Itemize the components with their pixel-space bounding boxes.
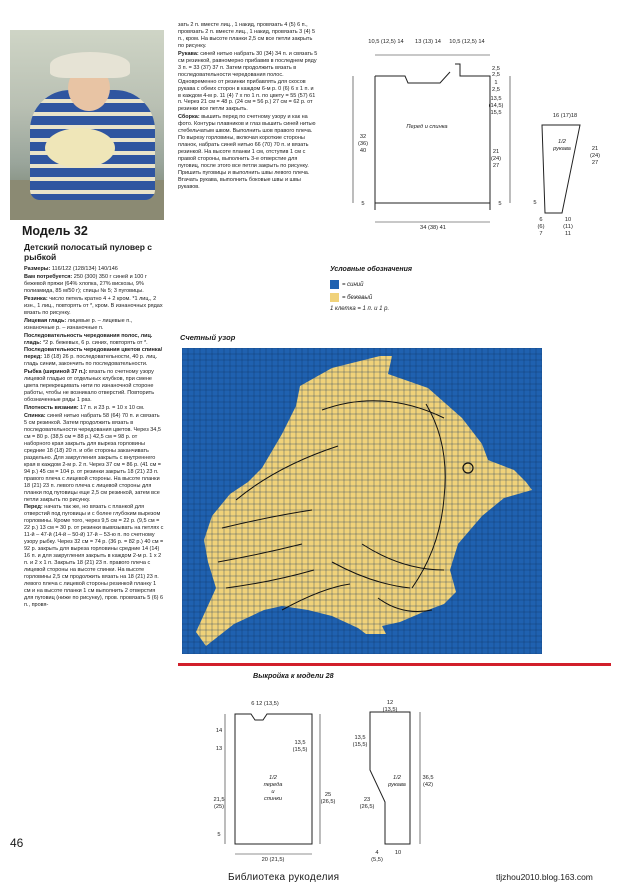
col1-para-9: Перед: начать так же, но вязать с планкой для отверстий под пуговицы и с более глубоким вырезом горловины. Кроме того, через 9,5 см = 22 р. (9,5 см = 22 р.) 13 см = 30 р. от резинки вывязывать на петлях с 11-й – 47-й (14-й – 50-й) 17-й – 53-ю п. по счетному узору рыбку. Через 32 см = 74 р. (36 р. = 82 р.) 40 см = 92 р. закрыть для выреза горловины средние 14 (14) 16 п. и для закругления закрыть в каждом 2-м р. 1 х 2 п. и 2 х 1 п. Закрыть 18 (21) 23 п. правого плеча с лицевой стороны на высоте спинки. На высоте горловины 2,5 см продолжить вязать на 18 (21) 23 п. левого плеча с лицевой стороны резинкой планку 1 см и на высоте планки 1 см выполнить 2 отверстия для пуговиц (ниже по рисунку), пров. провязать 5 (6) 6 п., провя- (24, 504, 164, 608)
sleeve-side-a: 21 (591, 146, 599, 152)
sleeve-side-3b: (42) (422, 782, 434, 788)
col1-para-0: Размеры: 116/122 (128/134) 140/146 (24, 266, 118, 272)
photo-fish-motif (45, 128, 115, 168)
right-label-d: 2,5 (492, 87, 500, 93)
sleeve-bottom-c: 7 (539, 231, 543, 237)
right-bottom: 5 (498, 201, 502, 207)
front-label-2: переда (263, 782, 283, 788)
right-side-a: 21 (492, 149, 500, 155)
col1-para-7: Плотность вязания: 17 п. и 23 р. = 10 х 10 см. (24, 405, 145, 412)
left-side-a: 32 (359, 134, 367, 140)
right-label-b: 2,5 (492, 72, 500, 78)
left-bottom: 5 (361, 201, 365, 207)
legend-swatch-blue (330, 280, 339, 289)
col2-para-2: Сборка: вышить перед по счетному узору и как на фото. Контуры плавников и глаз вышить синей нитью стебельчатым швом. Выполнить шов правого плеча. По вырезу горловины, включая короткие стороны планок, набрать синей нитью 66 (70) 70 п. и вязать резинкой. На высоте планки 1 см, отступив 1 см с правой стороны, выполнить 3-е отверстие для пуговиц, после этого все петли закрыть по рисунку. Пришить пуговицы и выполнить швы левого плеча. Втачать рукава, выполнить боковые швы и швы рукавов. (178, 114, 316, 190)
sleeve-outline-2 (370, 712, 410, 844)
front-side-5: 25 (324, 792, 332, 798)
schematic-top (330, 28, 615, 268)
front-bottom: 20 (21,5) (261, 857, 285, 863)
sleeve-side-c: 27 (591, 160, 599, 166)
front-side-4b: (15,5) (292, 747, 308, 753)
sleeve-side-b: (24) (589, 153, 601, 159)
right-label-e: 13,5 (490, 96, 502, 102)
col1-para-3: Лицевая гладь: лицевые р. – лицевые п., изнаночные р. – изнаночные п. (24, 317, 133, 331)
left-side-b: (36) (357, 141, 369, 147)
pattern-title: Счетный узор (180, 333, 236, 342)
left-side-c: 40 (359, 148, 367, 154)
sleeve-label-2: рукава (553, 146, 571, 152)
sleeve-bottom-2: 10 (394, 850, 402, 856)
front-top: 6 12 (13,5) (251, 701, 279, 707)
front-label: Перед и спинка (406, 124, 448, 130)
instructions-column-1 (24, 266, 164, 836)
sleeve-side-1: 13,5 (354, 735, 366, 741)
sleeve-side-3: 36,5 (422, 775, 434, 781)
photo-hat (50, 52, 130, 78)
schematic-bottom (195, 684, 435, 866)
right-label-a: 2,5 (492, 66, 500, 72)
sleeve-top-1: 12 (386, 700, 394, 706)
sleeve-bottom-e: (11) (563, 224, 573, 230)
right-label-f: (14,5) (488, 103, 504, 109)
right-side-c: 27 (492, 163, 500, 169)
right-label-g: 15,5 (490, 110, 502, 116)
col1-para-2: Резинка: число петель кратно 4 + 2 кром. *1 лиц., 2 изн., 1 лиц., повторять от *, кром. В изнаночных рядах вязать по рисунку. (24, 295, 163, 316)
instructions-column-2 (178, 22, 318, 272)
front-side-2: 13 (215, 746, 223, 752)
right-side-b: (24) (490, 156, 502, 162)
col1-para-4: Последовательность чередования полос, лиц. гладь: *2 р. бежевых, 6 р. синих, повторять от *. (24, 332, 153, 346)
sleeve-top: 16 (17)18 (552, 113, 578, 119)
sleeve-side-2b: (26,5) (359, 804, 375, 810)
sleeve-label-a: 1/2 (393, 775, 401, 781)
col2-para-1: Рукава: синей нитью набрать 30 (34) 34 п. и связать 5 см резинкой, равномерно прибавив в последнем ряду 3 п. = 33 (37) 37 п. Затем продолжить вязать в последовательности чередования полос. Одновременно от резинки прибавлять для скосов рукава с обеих сторон в каждом 6-м р. 0 (6) 6 х 1 п. и в каждом 4-м р. 11 (4) 7 х по 1 п. по цвету = 55 (57) 61 п. Через 21 см = 48 р. (24 см = 56 р.) 27 см = 62 р. от резинки все петли закрыть. (178, 50, 318, 113)
sleeve-bottom-f: 11 (565, 231, 571, 237)
front-label-3: и (271, 789, 275, 795)
front-side-3: 21,5 (213, 797, 225, 803)
front-side-3b: (25) (213, 804, 225, 810)
legend-note: 1 клетка = 1 п. и 1 р. (330, 306, 390, 312)
sleeve-bottom-d: 10 (564, 217, 572, 223)
model-title: Модель 32 (22, 224, 88, 238)
right-label-c: 1 (494, 80, 498, 86)
sleeve-side-1b: (15,5) (352, 742, 368, 748)
sleeve-bottom-1: 4 (375, 850, 379, 856)
front-outline (375, 64, 490, 203)
front-side-4: 13,5 (294, 740, 306, 746)
col2-para-0: зать 2 п. вместе лиц., 1 накид, провязать 4 (5) 6 п., провязать 2 п. вместе лиц., 1 накид, провязать 3 (4) 5 п., кром. На высоте планки 2,5 см все петли закрыть по рисунку. (178, 22, 316, 49)
page-number: 46 (10, 836, 24, 850)
sleeve-bottom-1b: (5,5) (371, 857, 383, 863)
legend-swatch-beige (330, 293, 339, 302)
model-photo (10, 30, 164, 220)
bottom-width: 34 (38) 41 (420, 225, 446, 231)
footer-text: Библиотека рукоделия (228, 872, 340, 883)
col1-para-8: Спинка: синей нитью набрать 58 (64) 70 п. и связать 5 см резинкой. Затем продолжить вязать в последовательности чередования цветов. Через 34,5 см = 80 р. (38,5 см = 88 р.) 42,5 см = 98 р. от наборного края закрыть для выреза горловины средние 18 (18) 20 п. и обе стороны заканчивать раздельно. Для закругления закрыть с внутреннего края в каждом 2-м р. 2 п. Через 37 см = 86 р. (41 см = 94 р.) 45 см = 104 р. от резинки закрыть 18 (21) 23 п. правого плеча с лицевой стороны. На высоте планки 18 (21) 23 п. левого плеча с лицевой стороны для планки под пуговицы еще 2,5 см резинкой, затем все петли закрыть по рисунку. (24, 413, 161, 503)
sleeve-bottom-b: (6) (537, 224, 545, 230)
sleeve-side-2: 23 (363, 797, 371, 803)
front-side-6: 5 (217, 832, 221, 838)
top-label-2: 13 (13) 14 (415, 39, 441, 45)
sleeve-top-2: (13,5) (382, 707, 398, 713)
legend-title: Условные обозначения (330, 266, 413, 273)
footer-site: tljzhou2010.blog.163.com (496, 872, 593, 882)
front-label-1: 1/2 (269, 775, 277, 781)
top-label-3: 10,5 (12,5) 14 (449, 39, 485, 45)
sleeve-label-b: рукава (388, 782, 406, 788)
legend-blue (330, 280, 363, 289)
knitting-chart (182, 348, 542, 654)
legend-beige (330, 293, 372, 302)
section-divider (178, 663, 611, 666)
sleeve-label-1: 1/2 (558, 139, 566, 145)
legend-blue-label: = синий (342, 282, 364, 289)
col1-para-1: Вам потребуется: 250 (300) 350 г синей и 100 г бежевой пряжи (64% хлопка, 27% вискозы, 9% полиамида, 85 м/50 г); спицы № 5; 3 пуговицы. (24, 273, 147, 294)
diagram-title: Выкройка к модели 28 (253, 671, 334, 680)
col1-para-6: Рыбка (шириной 37 п.): вязать по счетному узору лицевой гладью от отдельных клубков, при смене цвета перекрещивать нити по изнаночной стороне работы, чтобы не возникало отверстий. Повторить обозначенные ряды 1 раз. (24, 369, 155, 404)
chart-grid (182, 348, 542, 654)
front-side-1: 14 (215, 728, 223, 734)
front-side-5b: (26,5) (320, 799, 336, 805)
sleeve-left: 5 (533, 200, 537, 206)
model-subtitle: Детский полосатый пуловер с рыбкой (24, 242, 153, 262)
top-label-1: 10,5 (12,5) 14 (368, 39, 404, 45)
legend-beige-label: = бежевый (342, 295, 373, 302)
sleeve-bottom-a: 6 (539, 217, 543, 223)
col1-para-5: Последовательность чередования цветов спинка/перед: 18 (18) 26 р. последовательности, 40 р. лиц. гладь синим, закончить по последовательности. (24, 347, 163, 368)
front-label-4: спинки (263, 796, 283, 802)
